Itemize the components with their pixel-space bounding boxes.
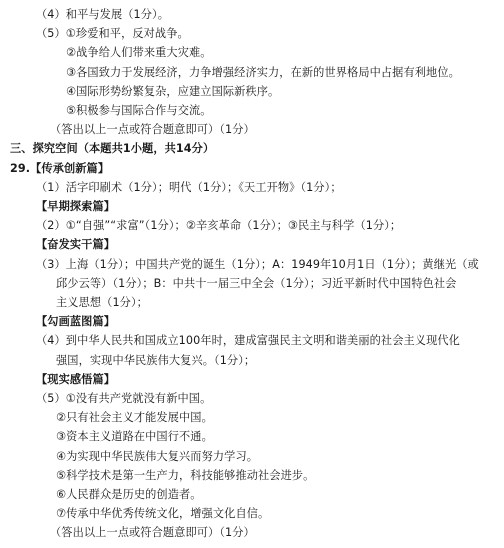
answer-29-4-line-1: （4）到中华人民共和国成立100年时，建成富强民主文明和谐美丽的社会主义现代化 xyxy=(36,334,460,348)
answer-29-note: （答出以上一点或符合题意即可）（1分） xyxy=(50,526,255,540)
answer-29-1: （1）活字印刷术（1分）；明代（1分）；《天工开物》（1分）； xyxy=(36,180,342,194)
section-heading: 三、探究空间（本题共1小题，共14分） xyxy=(10,142,215,156)
question-29-heading: 29.【传承创新篇】 xyxy=(10,161,110,175)
answer-29-5-item-6: ⑥人民群众是历史的创造者。 xyxy=(56,488,202,501)
answer-29-5-item-2: ②只有社会主义才能发展中国。 xyxy=(56,411,213,425)
answer-line-5-item-4: ④国际形势纷繁复杂，应建立国际新秩序。 xyxy=(66,84,280,98)
answer-line-5-item-5: ⑤积极参与国际合作与交流。 xyxy=(66,104,212,117)
answer-29-3-line-1: （3）上海（1分）；中国共产党的诞生（1分）；A：1949年10月1日（1分）；黄继光（或 xyxy=(36,257,479,271)
answer-29-2: （2）①“自强”“求富”（1分）；②辛亥革命（1分）；③民主与科学（1分）； xyxy=(36,219,402,233)
answer-29-4-line-2: 强国，实现中华民族伟大复兴。（1分）； xyxy=(56,353,256,367)
answer-29-3-line-3: 主义思想（1分）； xyxy=(56,296,148,309)
answer-29-5-item-5: ⑤科学技术是第一生产力，科技能够推动社会进步。 xyxy=(56,468,315,482)
subsection-heading-effort: 【奋发实干篇】 xyxy=(36,238,116,252)
answer-line-5-item-1: （5）①珍爱和平，反对战争。 xyxy=(36,27,189,41)
answer-29-5-item-1: （5）①没有共产党就没有新中国。 xyxy=(36,392,212,405)
answer-line-4: （4）和平与发展（1分）。 xyxy=(36,8,169,21)
answer-29-3-line-2: 邱少云等）（1分）；B：中共十一届三中全会（1分）；习近平新时代中国特色社会 xyxy=(56,276,457,290)
answer-29-5-item-7: ⑦传承中华优秀传统文化，增强文化自信。 xyxy=(56,507,270,521)
subsection-heading-blueprint: 【勾画蓝图篇】 xyxy=(36,315,116,329)
answer-line-5-item-2: ②战争给人们带来重大灾难。 xyxy=(66,46,212,60)
answer-29-5-item-4: ④为实现中华民族伟大复兴而努力学习。 xyxy=(56,449,259,463)
subsection-heading-reflection: 【现实感悟篇】 xyxy=(36,372,116,386)
answer-note: （答出以上一点或符合题意即可）（1分） xyxy=(50,123,255,137)
answer-line-5-item-3: ③各国致力于发展经济，力争增强经济实力，在新的世界格局中占据有利地位。 xyxy=(66,65,460,79)
answer-29-5-item-3: ③资本主义道路在中国行不通。 xyxy=(56,430,213,444)
subsection-heading-early: 【早期探索篇】 xyxy=(36,200,116,213)
